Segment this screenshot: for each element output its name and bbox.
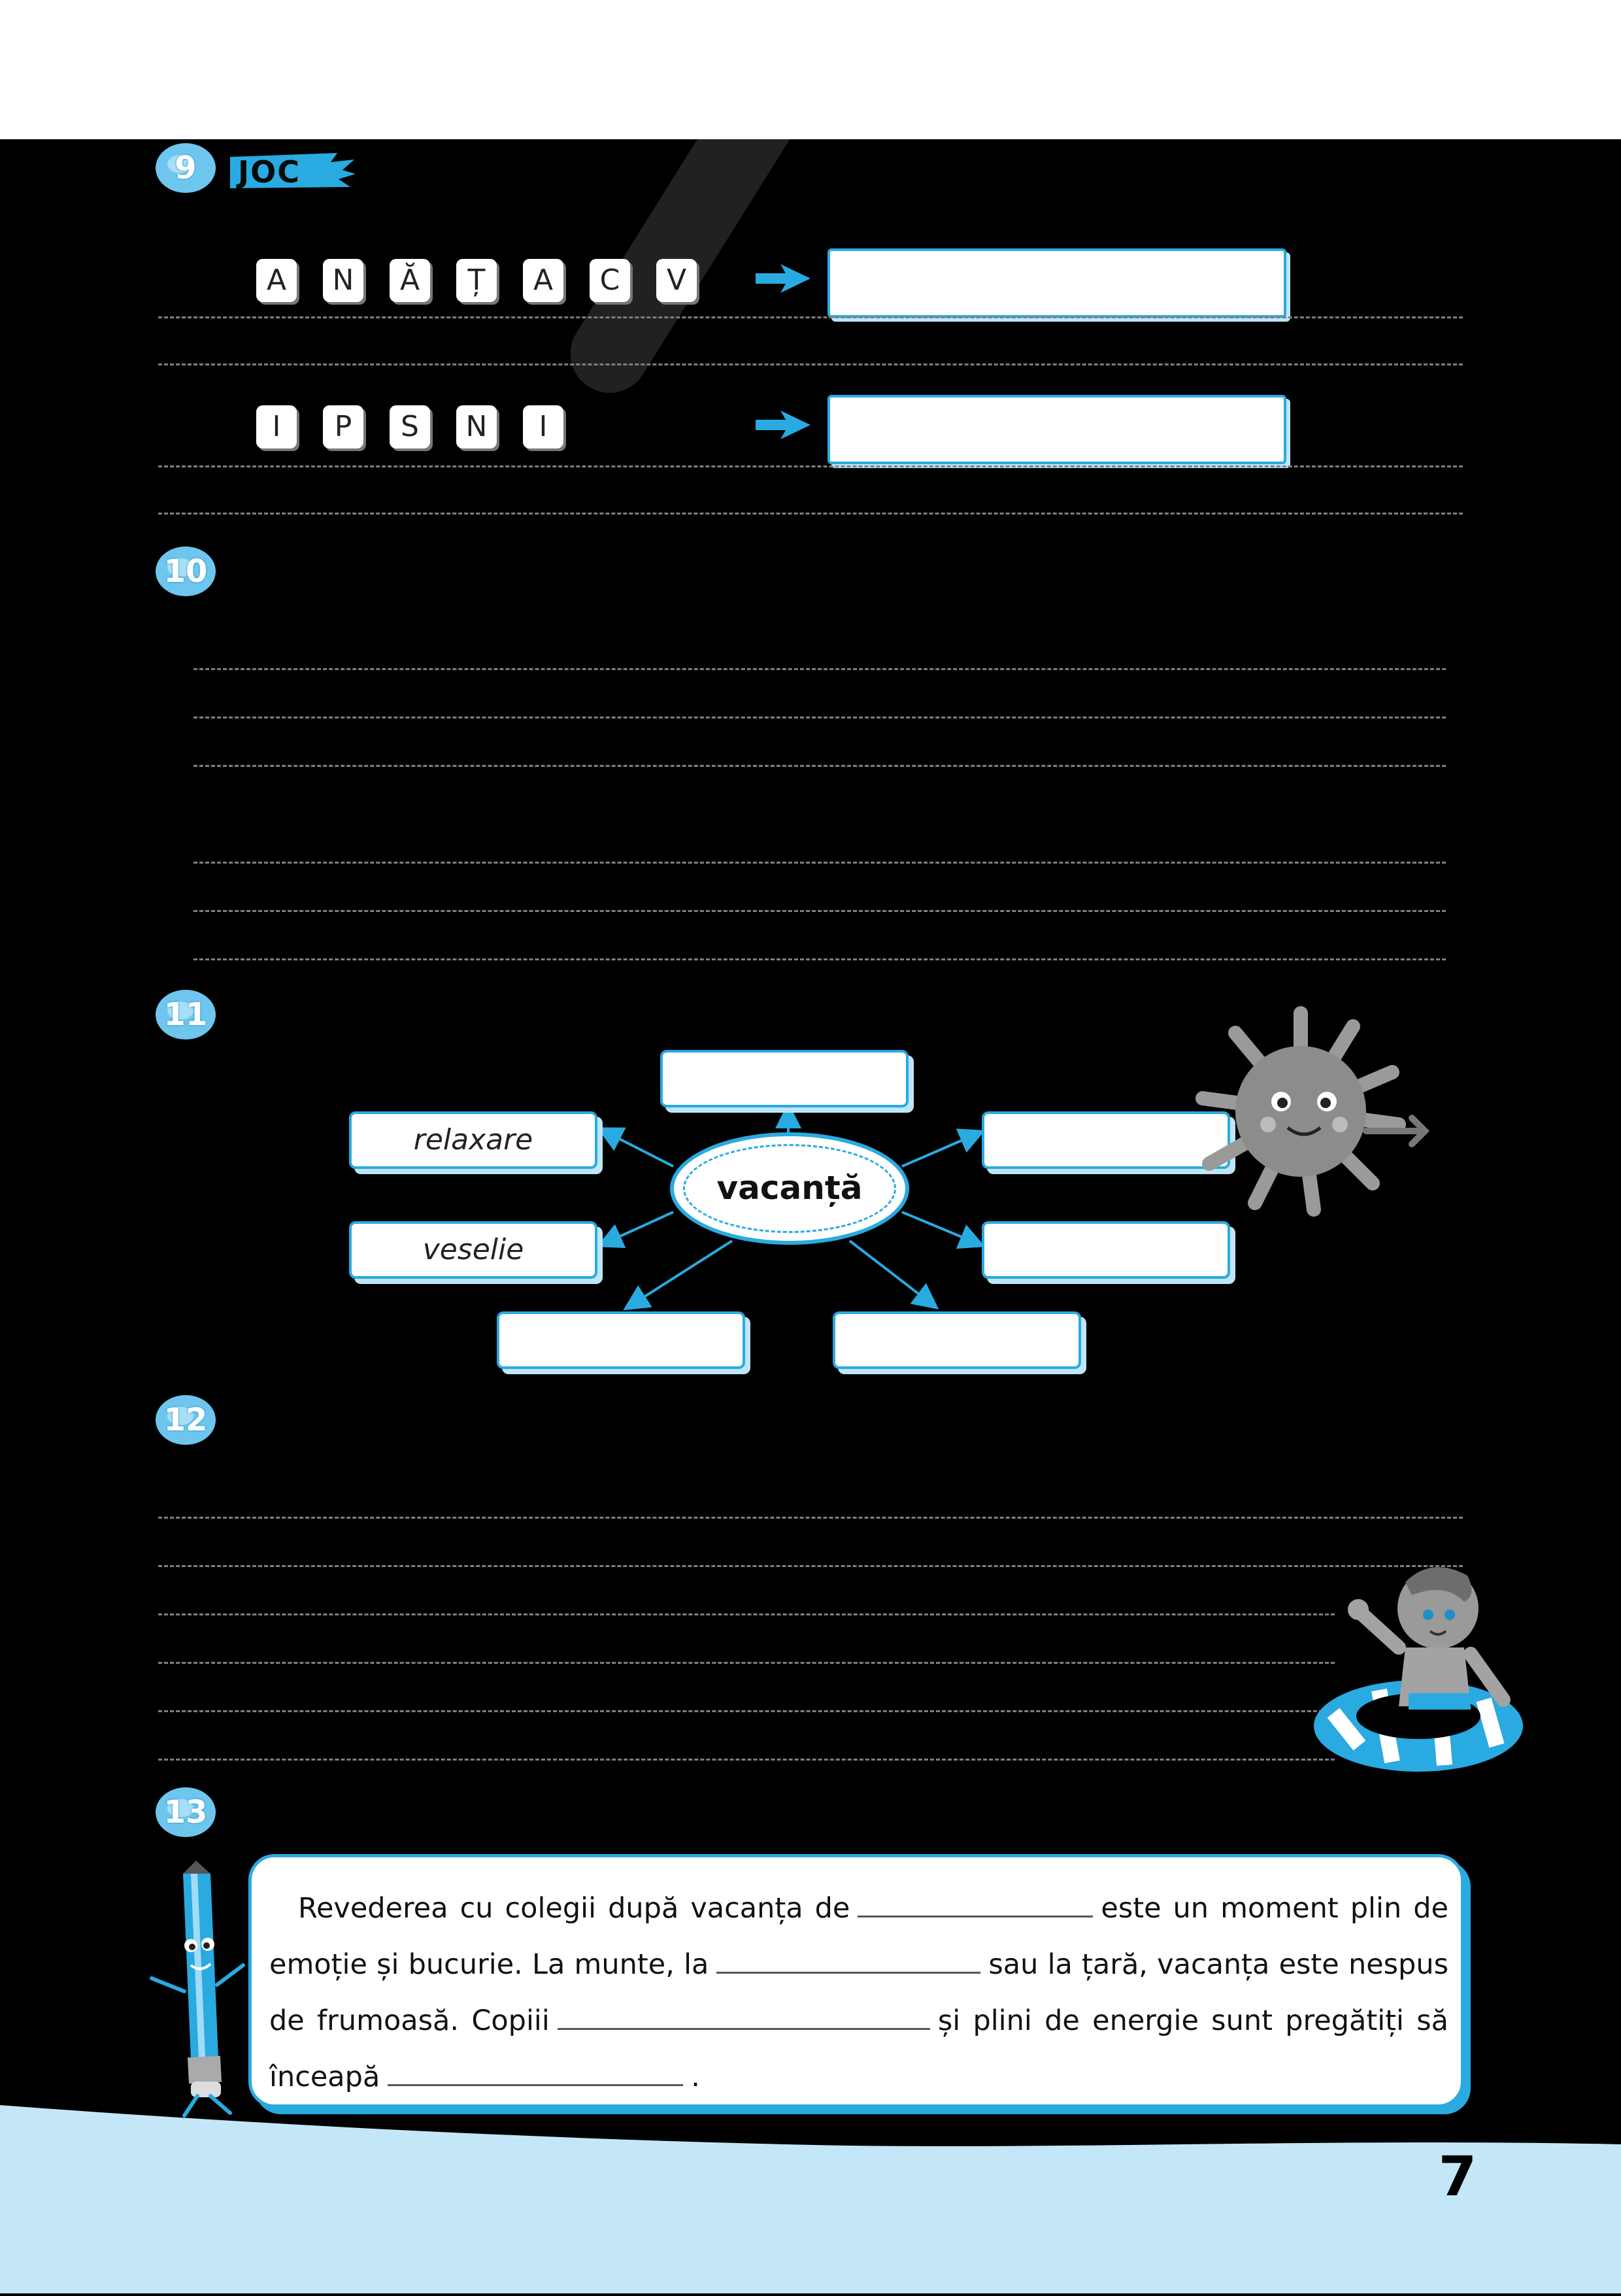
word-box-relaxare: relaxare	[349, 1111, 597, 1169]
letter-tile: I	[256, 405, 297, 448]
letter-tile: S	[390, 405, 430, 448]
text-part-2: este un moment plin de emoție și bucurie. La munte, la	[269, 1892, 1448, 1981]
word-box-bottom-right[interactable]	[833, 1311, 1081, 1369]
fill-in-paragraph	[269, 1880, 1448, 2105]
letter-tile: N	[323, 259, 363, 302]
text-part-4: și plini de energie sunt pregătiți să înceapă	[269, 2004, 1449, 2093]
writing-line	[158, 1565, 1463, 1567]
text-part-1: Revederea cu colegii după vacanța de	[298, 1892, 850, 1925]
exercise-12-number: 12	[163, 1402, 208, 1438]
letter-tile: N	[456, 405, 497, 448]
exercise-12-badge	[154, 1394, 217, 1446]
word-box-top[interactable]	[660, 1050, 909, 1107]
boy-on-swim-ring-illustration	[1307, 1549, 1529, 1778]
blank-1[interactable]	[858, 1896, 1093, 1917]
game-label: JOC	[238, 154, 301, 190]
center-word-oval: vacanță	[670, 1132, 909, 1245]
letter-tile: A	[256, 259, 297, 302]
sun-mascot-illustration	[1177, 1000, 1438, 1223]
word-box-bottom-left[interactable]	[497, 1311, 745, 1369]
word-box-right-bottom[interactable]	[982, 1221, 1230, 1279]
exercise-11-number: 11	[163, 996, 208, 1033]
letter-tile: A	[523, 259, 563, 302]
writing-line	[158, 1613, 1335, 1615]
page-number: 7	[1438, 2144, 1477, 2208]
writing-line	[158, 1710, 1335, 1712]
writing-line	[158, 1662, 1335, 1664]
letter-tile: I	[523, 405, 563, 448]
exercise-13-number: 13	[163, 1794, 208, 1831]
blank-4[interactable]	[388, 2065, 683, 2086]
exercise-10-number: 10	[163, 553, 208, 590]
letter-tile: Ă	[390, 259, 430, 302]
blank-2[interactable]	[716, 1952, 980, 1974]
word-box-veselie: veselie	[349, 1221, 597, 1279]
writing-line	[158, 1759, 1335, 1761]
letter-tile: V	[656, 259, 697, 302]
bottom-wave	[0, 2099, 1621, 2293]
letter-tile: P	[323, 405, 363, 448]
exercise-13-badge	[154, 1786, 217, 1838]
letter-tile: C	[590, 259, 630, 302]
text-part-5: .	[691, 2061, 700, 2093]
exercise-9-number: 9	[175, 150, 197, 186]
letter-tile: Ț	[456, 259, 497, 302]
writing-line	[158, 1517, 1463, 1519]
text-part-3: sau la țară, vacanța este nespus de frumoasă. Copiii	[269, 1948, 1448, 2037]
pencil-mascot-illustration	[145, 1861, 256, 2119]
blank-3[interactable]	[558, 2008, 930, 2030]
